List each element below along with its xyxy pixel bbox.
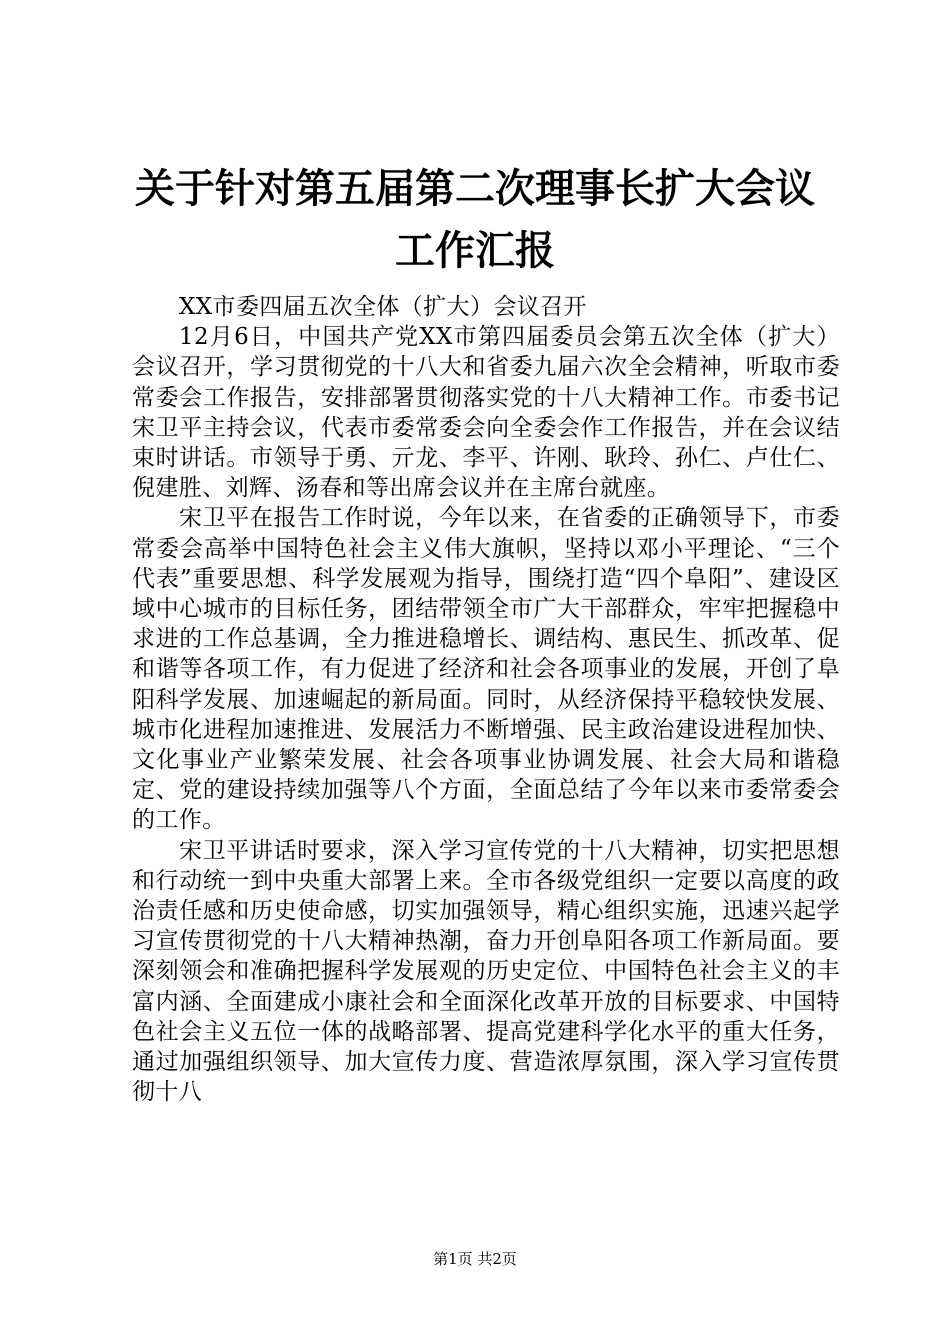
paragraph-headline: XX市委四届五次全体（扩大）会议召开 bbox=[179, 294, 587, 320]
page-number-footer: 第1页 共2页 bbox=[433, 1250, 517, 1268]
paragraph-speech-requirements: 宋卫平讲话时要求，深入学习宣传党的十八大精神，切实把思想和行动统一到中央重大部署上来。全市各级党组织一定要以高度的政治责任感和历史使命感，切实加强领导，精心组织实施，迅速兴起学习宣传贯彻党的十八大精神热潮，奋力开创阜阳各项工作新局面。要深刻领会和准确把握科学发展观的历史定位、中国特色社会主义的丰富内涵、全面建成小康社会和全面深化改革开放的目标要求、中国特色社会主义五位一体的战略部署、提高党建科学化水平的重大任务，通过加强组织领导、加大宣传力度、营造浓厚氛围，深入学习宣传贯彻十八 bbox=[132, 837, 840, 1106]
paragraph-meeting-opening: 12月6日，中国共产党XX市第四届委员会第五次全体（扩大）会议召开，学习贯彻党的十八大和省委九届六次全会精神，听取市委常委会工作报告，安排部署贯彻落实党的十八大精神工作。市委书记宋卫平主持会议，代表市委常委会向全委会作工作报告，并在会议结束时讲话。市领导于勇、亓龙、李平、许刚、耿玲、孙仁、卢仕仁、倪建胜、刘辉、汤春和等出席会议并在主席台就座。 bbox=[132, 324, 840, 502]
document-body bbox=[132, 292, 840, 1107]
paragraph-work-report: 宋卫平在报告工作时说，今年以来，在省委的正确领导下，市委常委会高举中国特色社会主义伟大旗帜，坚持以邓小平理论、“三个代表”重要思想、科学发展观为指导，围绕打造“四个阜阳”、建设区域中心城市的目标任务，团结带领全市广大干部群众，牢牢把握稳中求进的工作总基调，全力推进稳增长、调结构、惠民生、抓改革、促和谐等各项工作，有力促进了经济和社会各项事业的发展，开创了阜阳科学发展、加速崛起的新局面。同时，从经济保持平稳较快发展、城市化进程加速推进、发展活力不断增强、民主政治建设进程加快、文化事业产业繁荣发展、社会各项事业协调发展、社会大局和谐稳定、党的建设持续加强等八个方面，全面总结了今年以来市委常委会的工作。 bbox=[132, 505, 840, 834]
document-title: 关于针对第五届第二次理事长扩大会议工作汇报 bbox=[135, 165, 815, 274]
